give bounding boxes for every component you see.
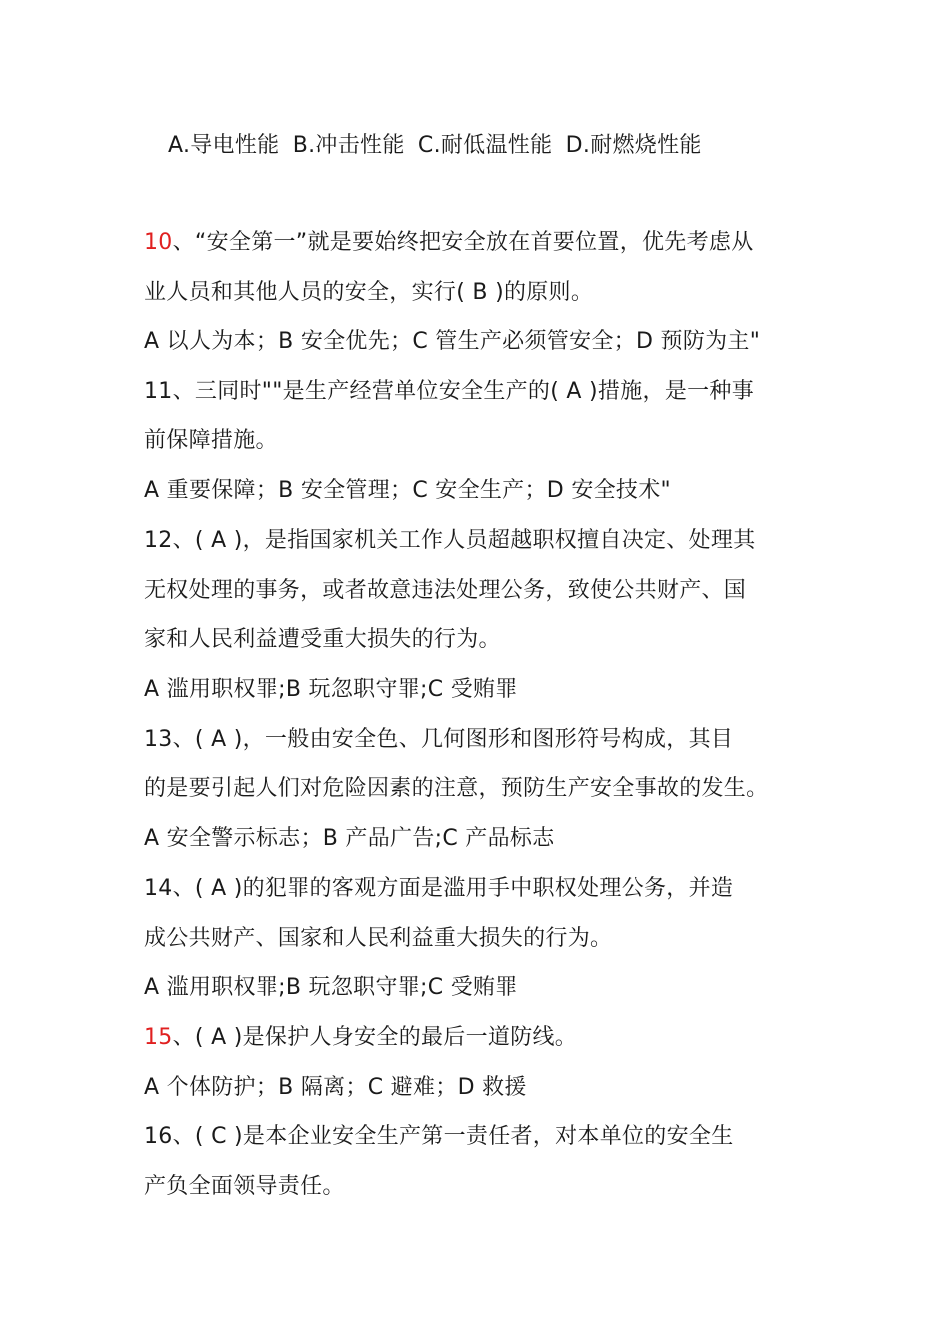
q10-line-1 — [144, 228, 754, 258]
q11-line-2: 前保障措施。 — [144, 428, 278, 453]
q15-line-1 — [144, 1023, 577, 1053]
q10-line-2: 业人员和其他人员的安全，实行( B )的原则。 — [144, 280, 594, 305]
q11-options: A 重要保障；B 安全管理；C 安全生产；D 安全技术" — [144, 478, 671, 503]
q16-line-1: 16、( C )是本企业安全生产第一责任者，对本单位的安全生 — [144, 1124, 734, 1149]
q13-line-1: 13、( A )，一般由安全色、几何图形和图形符号构成，其目 — [144, 727, 734, 752]
q14-options: A 滥用职权罪;B 玩忽职守罪;C 受贿罪 — [144, 975, 518, 1000]
q14-line-2: 成公共财产、国家和人民利益重大损失的行为。 — [144, 926, 613, 951]
q10-options: A 以人为本；B 安全优先；C 管生产必须管安全；D 预防为主" — [144, 329, 761, 354]
q13-line-2: 的是要引起人们对危险因素的注意，预防生产安全事故的发生。 — [144, 776, 769, 801]
q16-line-2: 产负全面领导责任。 — [144, 1174, 345, 1199]
previous-question-options: A.导电性能 B.冲击性能 C.耐低温性能 D.耐燃烧性能 — [168, 133, 702, 158]
q12-line-1: 12、( A )，是指国家机关工作人员超越职权擅自决定、处理其 — [144, 528, 756, 553]
q12-line-3: 家和人民利益遭受重大损失的行为。 — [144, 627, 501, 652]
q12-options: A 滥用职权罪;B 玩忽职守罪;C 受贿罪 — [144, 677, 518, 702]
q10-number: 10 — [144, 230, 173, 255]
q10-text: 、“安全第一”就是要始终把安全放在首要位置，优先考虑从 — [172, 230, 754, 255]
q13-options: A 安全警示标志；B 产品广告;C 产品标志 — [144, 826, 555, 851]
q15-number: 15 — [144, 1025, 173, 1050]
q14-line-1: 14、( A )的犯罪的客观方面是滥用手中职权处理公务，并造 — [144, 876, 734, 901]
q12-line-2: 无权处理的事务，或者故意违法处理公务，致使公共财产、国 — [144, 578, 747, 603]
q11-line-1: 11、三同时""是生产经营单位安全生产的( A )措施，是一种事 — [144, 379, 755, 404]
q15-text: 、( A )是保护人身安全的最后一道防线。 — [172, 1025, 578, 1050]
q15-options: A 个体防护；B 隔离；C 避难；D 救援 — [144, 1075, 527, 1100]
